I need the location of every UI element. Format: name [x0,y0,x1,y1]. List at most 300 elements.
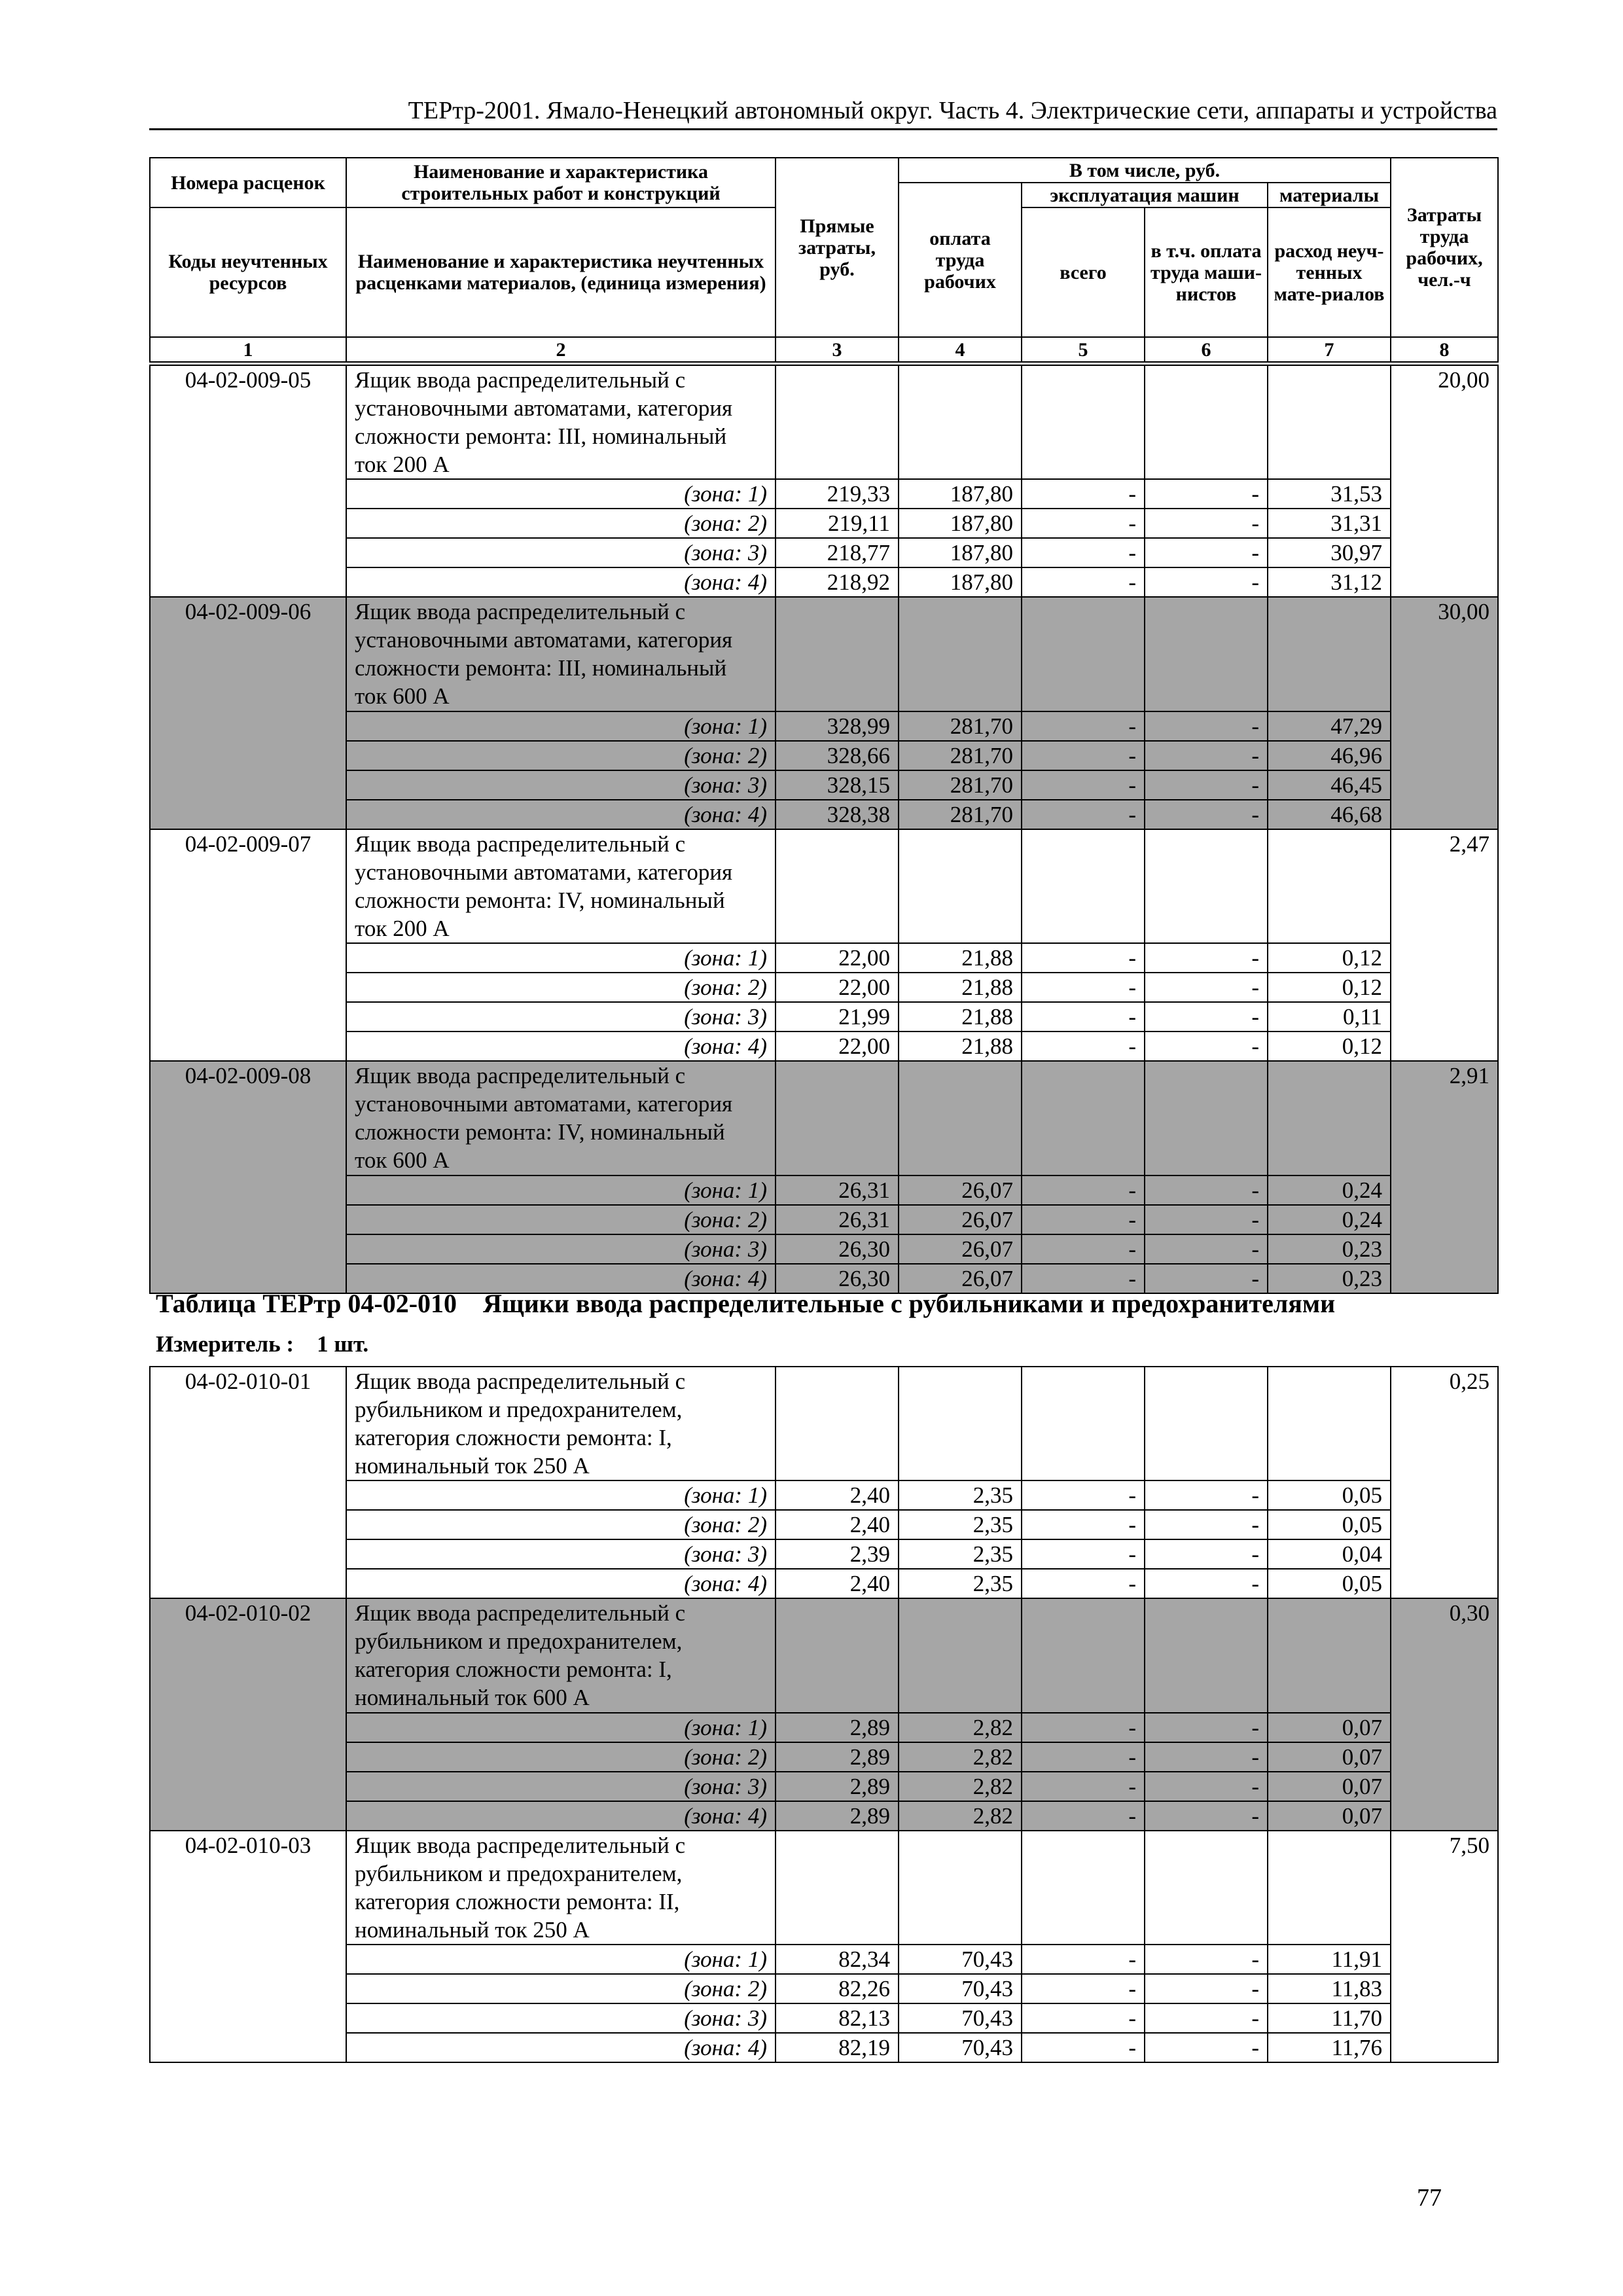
rate-row [150,1367,1498,1395]
zone-label: (зона: 1) [346,1945,776,1974]
zone-row [150,2003,1498,2033]
materials: 0,05 [1268,1569,1391,1598]
zone-row [150,1974,1498,2003]
table-title-code: Таблица ТЕРтр 04-02-010 [156,1289,457,1318]
rate-description [346,365,776,479]
description-line: сложности ремонта: III, номинальный [355,655,727,681]
direct-costs: 82,26 [776,1974,899,2003]
rate-row [150,829,1498,858]
rate-code: 04-02-009-08 [150,1061,346,1293]
direct-costs: 328,66 [776,741,899,770]
wages: 2,82 [899,1772,1022,1801]
machines-total: - [1022,1742,1145,1772]
wages: 26,07 [899,1175,1022,1205]
wages: 2,82 [899,1801,1022,1831]
materials-blank [1268,829,1391,943]
description-line: сложности ремонта: III, номинальный [355,423,727,449]
labor-costs: 0,25 [1391,1367,1498,1598]
materials: 0,07 [1268,1772,1391,1801]
machines-total-blank [1022,597,1145,711]
operator-wages-blank [1145,365,1268,479]
machines-total: - [1022,1205,1145,1234]
rates-table-04-02-010 [149,1366,1499,2063]
wages: 21,88 [899,1002,1022,1031]
table-title [156,1288,1335,1319]
zone-row [150,1031,1498,1061]
header-material-consumption: расход неуч-тенных мате-риалов [1268,207,1391,337]
page-number: 77 [1417,2184,1442,2212]
materials: 0,07 [1268,1713,1391,1742]
materials: 0,23 [1268,1234,1391,1264]
description-line: Ящик ввода распределительный с [355,1832,686,1858]
machines-total: - [1022,2003,1145,2033]
header-resource-codes: Коды неучтенных ресурсов [150,207,346,337]
zone-row [150,1175,1498,1205]
direct-costs: 26,30 [776,1234,899,1264]
machines-total: - [1022,1480,1145,1510]
materials-blank [1268,1598,1391,1712]
zone-label: (зона: 3) [346,1772,776,1801]
zone-label: (зона: 2) [346,1974,776,2003]
zone-label: (зона: 2) [346,973,776,1002]
materials-blank [1268,1831,1391,1945]
direct-costs: 22,00 [776,943,899,973]
wages-blank [899,829,1022,943]
materials: 0,07 [1268,1742,1391,1772]
zone-label: (зона: 1) [346,1713,776,1742]
description-line: рубильником и предохранителем, [355,1397,683,1422]
operator-wages: - [1145,973,1268,1002]
description-line: категория сложности ремонта: II, [355,1888,680,1914]
header-including: В том числе, руб. [899,158,1391,183]
operator-wages: - [1145,943,1268,973]
materials: 0,23 [1268,1264,1391,1293]
direct-costs: 2,89 [776,1742,899,1772]
zone-row [150,1772,1498,1801]
materials: 46,68 [1268,800,1391,829]
zone-row [150,1480,1498,1510]
direct-costs: 82,13 [776,2003,899,2033]
operator-wages: - [1145,1539,1268,1569]
zone-label: (зона: 2) [346,1205,776,1234]
labor-costs: 30,00 [1391,597,1498,829]
materials: 46,45 [1268,770,1391,800]
measure-label: Измеритель : [156,1331,294,1357]
machines-total: - [1022,711,1145,741]
materials: 31,53 [1268,479,1391,509]
direct-costs: 26,30 [776,1264,899,1293]
wages: 187,80 [899,538,1022,567]
running-header: ТЕРтр-2001. Ямало-Ненецкий автономный округ. Часть 4. Электрические сети, аппараты и устройства [149,96,1497,130]
wages: 2,82 [899,1742,1022,1772]
column-number: 4 [899,337,1022,362]
machines-total: - [1022,973,1145,1002]
materials-blank [1268,365,1391,479]
zone-row [150,2033,1498,2062]
zone-label: (зона: 2) [346,1742,776,1772]
direct-costs: 219,33 [776,479,899,509]
zone-label: (зона: 2) [346,1510,776,1539]
direct-costs: 2,89 [776,1801,899,1831]
operator-wages-blank [1145,597,1268,711]
header-rate-numbers: Номера расценок [150,158,346,207]
wages-blank [899,1831,1022,1945]
description-line: рубильником и предохранителем, [355,1628,683,1655]
machines-total: - [1022,1945,1145,1974]
direct-costs-blank [776,1831,899,1945]
rate-description [346,1367,776,1480]
description-line: категория сложности ремонта: I, [355,1425,672,1450]
machines-total: - [1022,1772,1145,1801]
zone-row [150,567,1498,597]
operator-wages: - [1145,2003,1268,2033]
measure-value: 1 шт. [317,1331,369,1357]
zone-label: (зона: 3) [346,538,776,567]
operator-wages: - [1145,1175,1268,1205]
wages-blank [899,1598,1022,1712]
machines-total: - [1022,770,1145,800]
direct-costs: 2,40 [776,1510,899,1539]
wages: 26,07 [899,1264,1022,1293]
description-line: установочными автоматами, категория [355,1091,733,1117]
operator-wages: - [1145,567,1268,597]
machines-total: - [1022,1510,1145,1539]
zone-label: (зона: 4) [346,1264,776,1293]
wages: 70,43 [899,2003,1022,2033]
rates-table-04-02-009 [149,365,1499,1294]
machines-total-blank [1022,829,1145,943]
rate-code: 04-02-009-05 [150,365,346,597]
labor-costs: 7,50 [1391,1831,1498,2062]
wages: 2,35 [899,1569,1022,1598]
materials-blank [1268,1367,1391,1480]
operator-wages: - [1145,479,1268,509]
machines-total: - [1022,943,1145,973]
operator-wages: - [1145,1801,1268,1831]
operator-wages: - [1145,1569,1268,1598]
wages-blank [899,1061,1022,1175]
zone-row [150,1234,1498,1264]
header-labor-costs: Затраты труда рабочих, чел.-ч [1391,158,1498,337]
materials: 31,12 [1268,567,1391,597]
zone-row [150,1569,1498,1598]
machines-total: - [1022,1234,1145,1264]
zone-row [150,479,1498,509]
materials: 0,24 [1268,1205,1391,1234]
description-line: сложности ремонта: IV, номинальный [355,1119,725,1145]
description-line: ток 200 А [355,452,450,477]
labor-costs: 2,91 [1391,1061,1498,1293]
zone-label: (зона: 3) [346,2003,776,2033]
zone-label: (зона: 3) [346,1234,776,1264]
rate-code: 04-02-010-03 [150,1831,346,2062]
operator-wages-blank [1145,829,1268,943]
direct-costs-blank [776,1367,899,1480]
direct-costs: 2,39 [776,1539,899,1569]
materials: 46,96 [1268,741,1391,770]
description-line: рубильником и предохранителем, [355,1860,683,1886]
materials-blank [1268,1061,1391,1175]
operator-wages-blank [1145,1367,1268,1480]
wages: 21,88 [899,1031,1022,1061]
wages: 2,35 [899,1510,1022,1539]
direct-costs: 21,99 [776,1002,899,1031]
operator-wages: - [1145,1510,1268,1539]
zone-label: (зона: 4) [346,1031,776,1061]
direct-costs: 82,19 [776,2033,899,2062]
machines-total: - [1022,741,1145,770]
operator-wages: - [1145,1264,1268,1293]
zone-row [150,943,1498,973]
column-numbers-row [150,337,1498,362]
description-line: категория сложности ремонта: I, [355,1657,672,1683]
column-header-table [149,157,1499,363]
machines-total: - [1022,1175,1145,1205]
direct-costs-blank [776,829,899,943]
zone-label: (зона: 4) [346,800,776,829]
materials: 31,31 [1268,509,1391,538]
machines-total: - [1022,1974,1145,2003]
description-line: Ящик ввода распределительный с [355,367,686,393]
direct-costs-blank [776,597,899,711]
direct-costs: 26,31 [776,1175,899,1205]
zone-label: (зона: 4) [346,2033,776,2062]
zone-row [150,1801,1498,1831]
zone-row [150,1742,1498,1772]
labor-costs: 2,47 [1391,829,1498,1061]
header-material-names: Наименование и характеристика неучтенных расценками материалов, (единица измерения) [346,207,776,337]
operator-wages: - [1145,538,1268,567]
description-line: Ящик ввода распределительный с [355,1600,686,1626]
wages: 26,07 [899,1234,1022,1264]
machines-total: - [1022,1569,1145,1598]
description-line: номинальный ток 600 А [355,1685,590,1711]
operator-wages: - [1145,770,1268,800]
operator-wages: - [1145,1031,1268,1061]
header-work-name: Наименование и характеристика строительных работ и конструкций [346,158,776,207]
operator-wages: - [1145,1002,1268,1031]
operator-wages: - [1145,1945,1268,1974]
operator-wages-blank [1145,1061,1268,1175]
operator-wages: - [1145,711,1268,741]
materials: 11,83 [1268,1974,1391,2003]
operator-wages-blank [1145,1598,1268,1712]
wages: 2,35 [899,1480,1022,1510]
direct-costs: 2,40 [776,1569,899,1598]
rate-description [346,1598,776,1712]
materials: 30,97 [1268,538,1391,567]
rate-row [150,365,1498,394]
column-number: 6 [1145,337,1268,362]
header-operator-wages: в т.ч. оплата труда маши-нистов [1145,207,1268,337]
wages-blank [899,1367,1022,1480]
description-line: номинальный ток 250 А [355,1453,590,1479]
description-line: Ящик ввода распределительный с [355,1063,686,1089]
direct-costs: 26,31 [776,1205,899,1234]
description-line: установочными автоматами, категория [355,859,733,885]
direct-costs: 218,77 [776,538,899,567]
rate-description [346,597,776,711]
operator-wages: - [1145,1772,1268,1801]
rate-code: 04-02-010-01 [150,1367,346,1598]
zone-row [150,538,1498,567]
machines-total-blank [1022,1831,1145,1945]
direct-costs: 22,00 [776,1031,899,1061]
description-line: ток 600 А [355,1147,450,1174]
direct-costs: 2,89 [776,1713,899,1742]
zone-label: (зона: 1) [346,479,776,509]
wages-blank [899,597,1022,711]
column-number: 3 [776,337,899,362]
zone-label: (зона: 3) [346,1002,776,1031]
zone-row [150,509,1498,538]
direct-costs: 218,92 [776,567,899,597]
table-title-name: Ящики ввода распределительные с рубильниками и предохранителями [483,1289,1336,1318]
description-line: Ящик ввода распределительный с [355,1369,686,1394]
materials: 11,70 [1268,2003,1391,2033]
zone-row [150,973,1498,1002]
zone-label: (зона: 3) [346,1539,776,1569]
materials: 0,12 [1268,1031,1391,1061]
direct-costs-blank [776,1061,899,1175]
column-number: 1 [150,337,346,362]
operator-wages: - [1145,1234,1268,1264]
machines-total-blank [1022,365,1145,479]
materials: 0,05 [1268,1510,1391,1539]
zone-row [150,1510,1498,1539]
description-line: установочными автоматами, категория [355,627,733,653]
zone-label: (зона: 2) [346,509,776,538]
direct-costs: 328,99 [776,711,899,741]
header-machine-operation: эксплуатация машин [1022,183,1268,207]
machines-total-blank [1022,1061,1145,1175]
zone-label: (зона: 1) [346,943,776,973]
wages: 187,80 [899,567,1022,597]
machines-total: - [1022,1539,1145,1569]
operator-wages: - [1145,509,1268,538]
rate-code: 04-02-010-02 [150,1598,346,1830]
materials: 0,05 [1268,1480,1391,1510]
rate-description [346,1831,776,1945]
zone-row [150,741,1498,770]
machines-total: - [1022,1713,1145,1742]
rate-row [150,1831,1498,1859]
zone-row [150,1713,1498,1742]
direct-costs: 82,34 [776,1945,899,1974]
description-line: Ящик ввода распределительный с [355,599,686,625]
wages: 187,80 [899,509,1022,538]
materials-blank [1268,597,1391,711]
header-wages: оплата труда рабочих [899,183,1022,337]
wages: 70,43 [899,1974,1022,2003]
direct-costs: 22,00 [776,973,899,1002]
materials: 0,07 [1268,1801,1391,1831]
machines-total: - [1022,509,1145,538]
wages: 26,07 [899,1205,1022,1234]
zone-label: (зона: 4) [346,1801,776,1831]
machines-total: - [1022,1031,1145,1061]
zone-label: (зона: 4) [346,567,776,597]
operator-wages-blank [1145,1831,1268,1945]
wages: 281,70 [899,711,1022,741]
operator-wages: - [1145,741,1268,770]
operator-wages: - [1145,800,1268,829]
column-number: 8 [1391,337,1498,362]
rate-row [150,597,1498,626]
machines-total-blank [1022,1598,1145,1712]
operator-wages: - [1145,2033,1268,2062]
machines-total: - [1022,800,1145,829]
zone-label: (зона: 1) [346,1175,776,1205]
direct-costs: 219,11 [776,509,899,538]
materials: 0,24 [1268,1175,1391,1205]
description-line: номинальный ток 250 А [355,1916,590,1943]
wages: 187,80 [899,479,1022,509]
description-line: установочными автоматами, категория [355,395,733,421]
machines-total: - [1022,538,1145,567]
rate-description [346,1061,776,1175]
materials: 0,04 [1268,1539,1391,1569]
materials: 11,91 [1268,1945,1391,1974]
machines-total: - [1022,479,1145,509]
machines-total: - [1022,1002,1145,1031]
direct-costs: 328,15 [776,770,899,800]
wages-blank [899,365,1022,479]
machines-total: - [1022,1264,1145,1293]
operator-wages: - [1145,1974,1268,2003]
wages: 281,70 [899,741,1022,770]
rate-row [150,1061,1498,1090]
direct-costs: 2,89 [776,1772,899,1801]
header-machines-total: всего [1022,207,1145,337]
description-line: Ящик ввода распределительный с [355,831,686,857]
rate-code: 04-02-009-06 [150,597,346,829]
wages: 2,35 [899,1539,1022,1569]
header-materials: материалы [1268,183,1391,207]
wages: 281,70 [899,770,1022,800]
machines-total-blank [1022,1367,1145,1480]
wages: 70,43 [899,2033,1022,2062]
materials: 0,12 [1268,973,1391,1002]
machines-total: - [1022,567,1145,597]
zone-row [150,800,1498,829]
zone-label: (зона: 1) [346,1480,776,1510]
description-line: ток 600 А [355,683,450,709]
description-line: сложности ремонта: IV, номинальный [355,887,725,913]
direct-costs-blank [776,365,899,479]
materials: 47,29 [1268,711,1391,741]
direct-costs: 2,40 [776,1480,899,1510]
zone-label: (зона: 1) [346,711,776,741]
measure-unit [156,1331,368,1357]
header-direct-costs: Прямые затраты, руб. [776,158,899,337]
zone-row [150,770,1498,800]
zone-label: (зона: 4) [346,1569,776,1598]
operator-wages: - [1145,1205,1268,1234]
operator-wages: - [1145,1742,1268,1772]
description-line: ток 200 А [355,915,450,941]
zone-row [150,711,1498,741]
rate-code: 04-02-009-07 [150,829,346,1061]
labor-costs: 20,00 [1391,365,1498,597]
zone-row [150,1205,1498,1234]
machines-total: - [1022,2033,1145,2062]
zone-label: (зона: 3) [346,770,776,800]
zone-row [150,1945,1498,1974]
zone-row [150,1539,1498,1569]
operator-wages: - [1145,1480,1268,1510]
machines-total: - [1022,1801,1145,1831]
